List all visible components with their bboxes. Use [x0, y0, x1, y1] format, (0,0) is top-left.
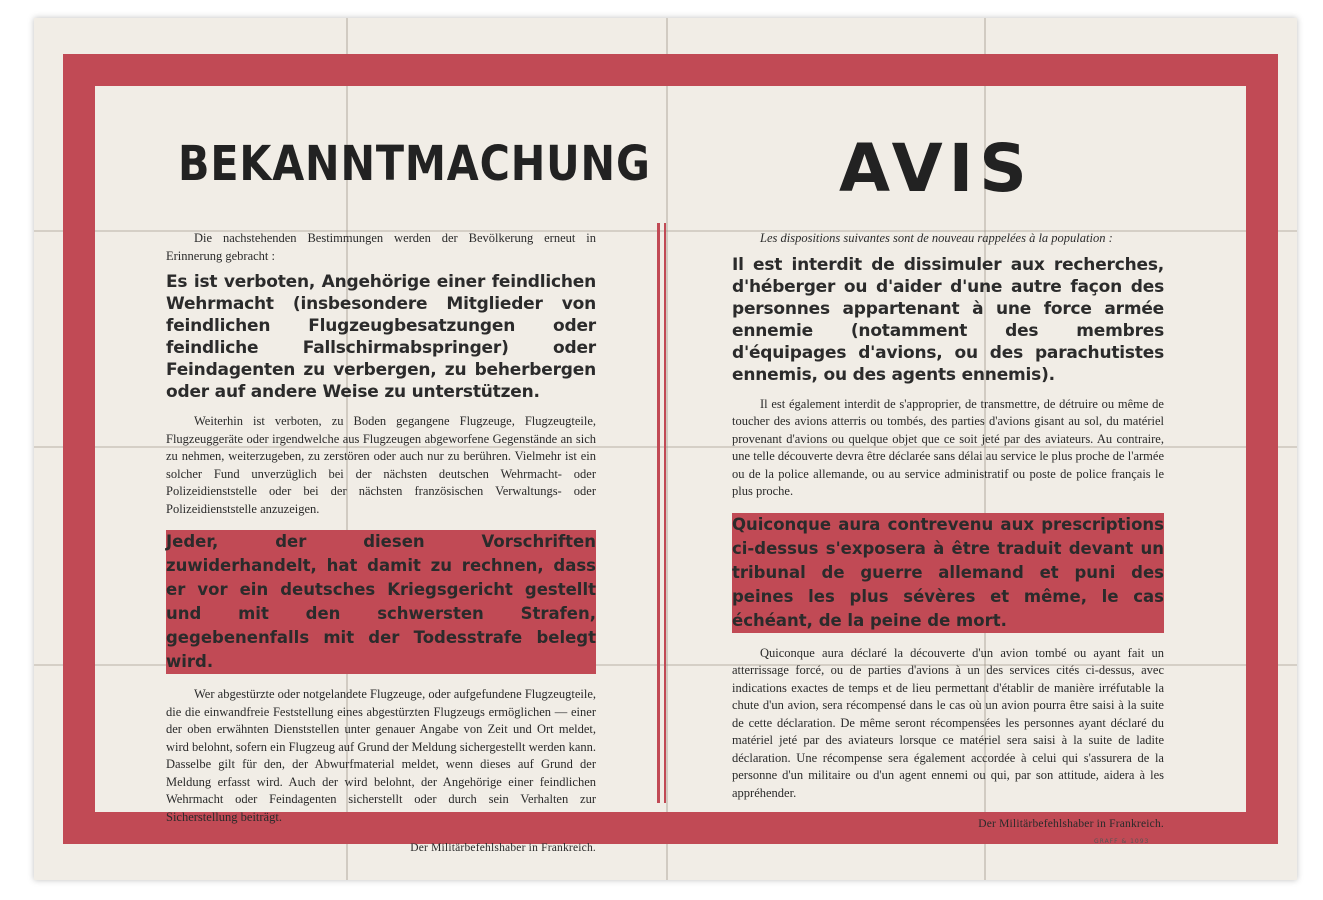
- german-signature: Der Militärbefehlshaber in Frankreich.: [410, 842, 596, 854]
- german-title: BEKANNTMACHUNG: [178, 136, 651, 192]
- german-column: [166, 230, 596, 854]
- german-intro: Die nachstehenden Bestimmungen werden der Bevölkerung erneut in Erinnerung gebracht :: [166, 231, 596, 263]
- german-paragraph-3: Wer abgestürzte oder notgelandete Flugzeuge, oder aufgefundene Flugzeugteile, die die einwandfreie Feststellung eines abgestürzten Flugzeugs ermöglichen — einer der oben erwähnten Dienststellen unter genauer Angabe von Zeit und Ort meldet, wird belohnt, sofern ein Flugzeug auf Grund der Meldung sichergestellt werden kann. Dasselbe gilt für den, der Abwurfmaterial meldet, wenn dieses auf Grund der Meldung erfasst wird. Auch der wird belohnt, der Angehörige einer feindlichen Wehrmacht oder Feindagenten sicherstellt oder durch sein Verhalten zur Sicherstellung beiträgt.: [166, 687, 596, 824]
- french-intro: Les dispositions suivantes sont de nouveau rappelées à la population :: [760, 231, 1113, 245]
- german-warning: [166, 530, 596, 674]
- french-warning-text: Quiconque aura contrevenu aux prescriptions ci-dessus s'exposera à être traduit devant un tribunal de guerre allemand et puni des peines les plus sévères et même, le cas échéant, de la peine de mort.: [732, 515, 1164, 633]
- center-divider: [657, 223, 666, 803]
- german-warning-text: Jeder, der diesen Vorschriften zuwiderhandelt, hat damit zu rechnen, dass er vor ein deutsches Kriegsgericht gestellt und mit den schwersten Strafen, gegebenenfalls mit der Todesstrafe belegt wird.: [166, 532, 596, 674]
- poster: [34, 18, 1297, 880]
- french-signature: Der Militärbefehlshaber in Frankreich.: [978, 818, 1164, 830]
- french-paragraph-3: Quiconque aura déclaré la découverte d'un avion tombé ou ayant fait un atterrissage forcé, ou de parties d'avions à un des services cités ci-dessus, avec indications exactes de temps et de lieu permettant d'établir de manière irréfutable la chute d'un avion, sera récompensé dans le cas où un avion pourra être saisi à la suite de cette déclaration. De même seront récompensées les personnes ayant déclaré du matériel jeté par des aviateurs lorsque ce matériel sera saisi à la suite de ladite déclaration. Une récompense sera également accordée à celui qui s'assurera de la personne d'un militaire ou d'un agent ennemi ou qui, par son attitude, aidera à les appréhender.: [732, 645, 1164, 800]
- german-prohibition: Es ist verboten, Angehörige einer feindlichen Wehrmacht (insbesondere Mitglieder von feindlichen Flugzeugbesatzungen oder feindliche Fallschirmabspringer) oder Feindagenten zu verbergen, zu beherbergen oder auf andere Weise zu unterstützen.: [166, 272, 596, 402]
- french-title: AVIS: [839, 130, 1033, 207]
- french-paragraph-2: Il est également interdit de s'approprier, de transmettre, de détruire ou même de toucher des avions atterris ou tombés, des parties d'avions gisant au sol, du matériel provenant d'avions ou quelque objet que ce soit jeté par des aviateurs. Au contraire, une telle découverte devra être déclarée sans délai au service le plus proche de l'armée ou de la police allemande, ou au service administratif ou poste de police français le plus proche.: [732, 396, 1164, 498]
- german-paragraph-2: Weiterhin ist verboten, zu Boden gegangene Flugzeuge, Flugzeugteile, Flugzeuggeräte oder irgendwelche aus Flugzeugen abgeworfene Gegenstände an sich zu nehmen, weiterzugeben, zu zerstören oder auch nur zu berühren. Vielmehr ist ein solcher Fund unverzüglich bei der nächsten deutschen Wehrmacht- oder Polizeidienststelle oder bei der nächsten französischen Verwaltungs- oder Polizeidienststelle anzuzeigen.: [166, 414, 596, 516]
- printer-mark: GRAFF & 1093: [1094, 838, 1150, 845]
- french-column: [732, 230, 1164, 830]
- french-warning: [732, 513, 1164, 633]
- french-prohibition: Il est interdit de dissimuler aux recherches, d'héberger ou d'aider d'une autre façon des personnes appartenant à une force armée ennemie (notamment des membres d'équipages d'avions, ou des parachutistes ennemis, ou des agents ennemis).: [732, 254, 1164, 385]
